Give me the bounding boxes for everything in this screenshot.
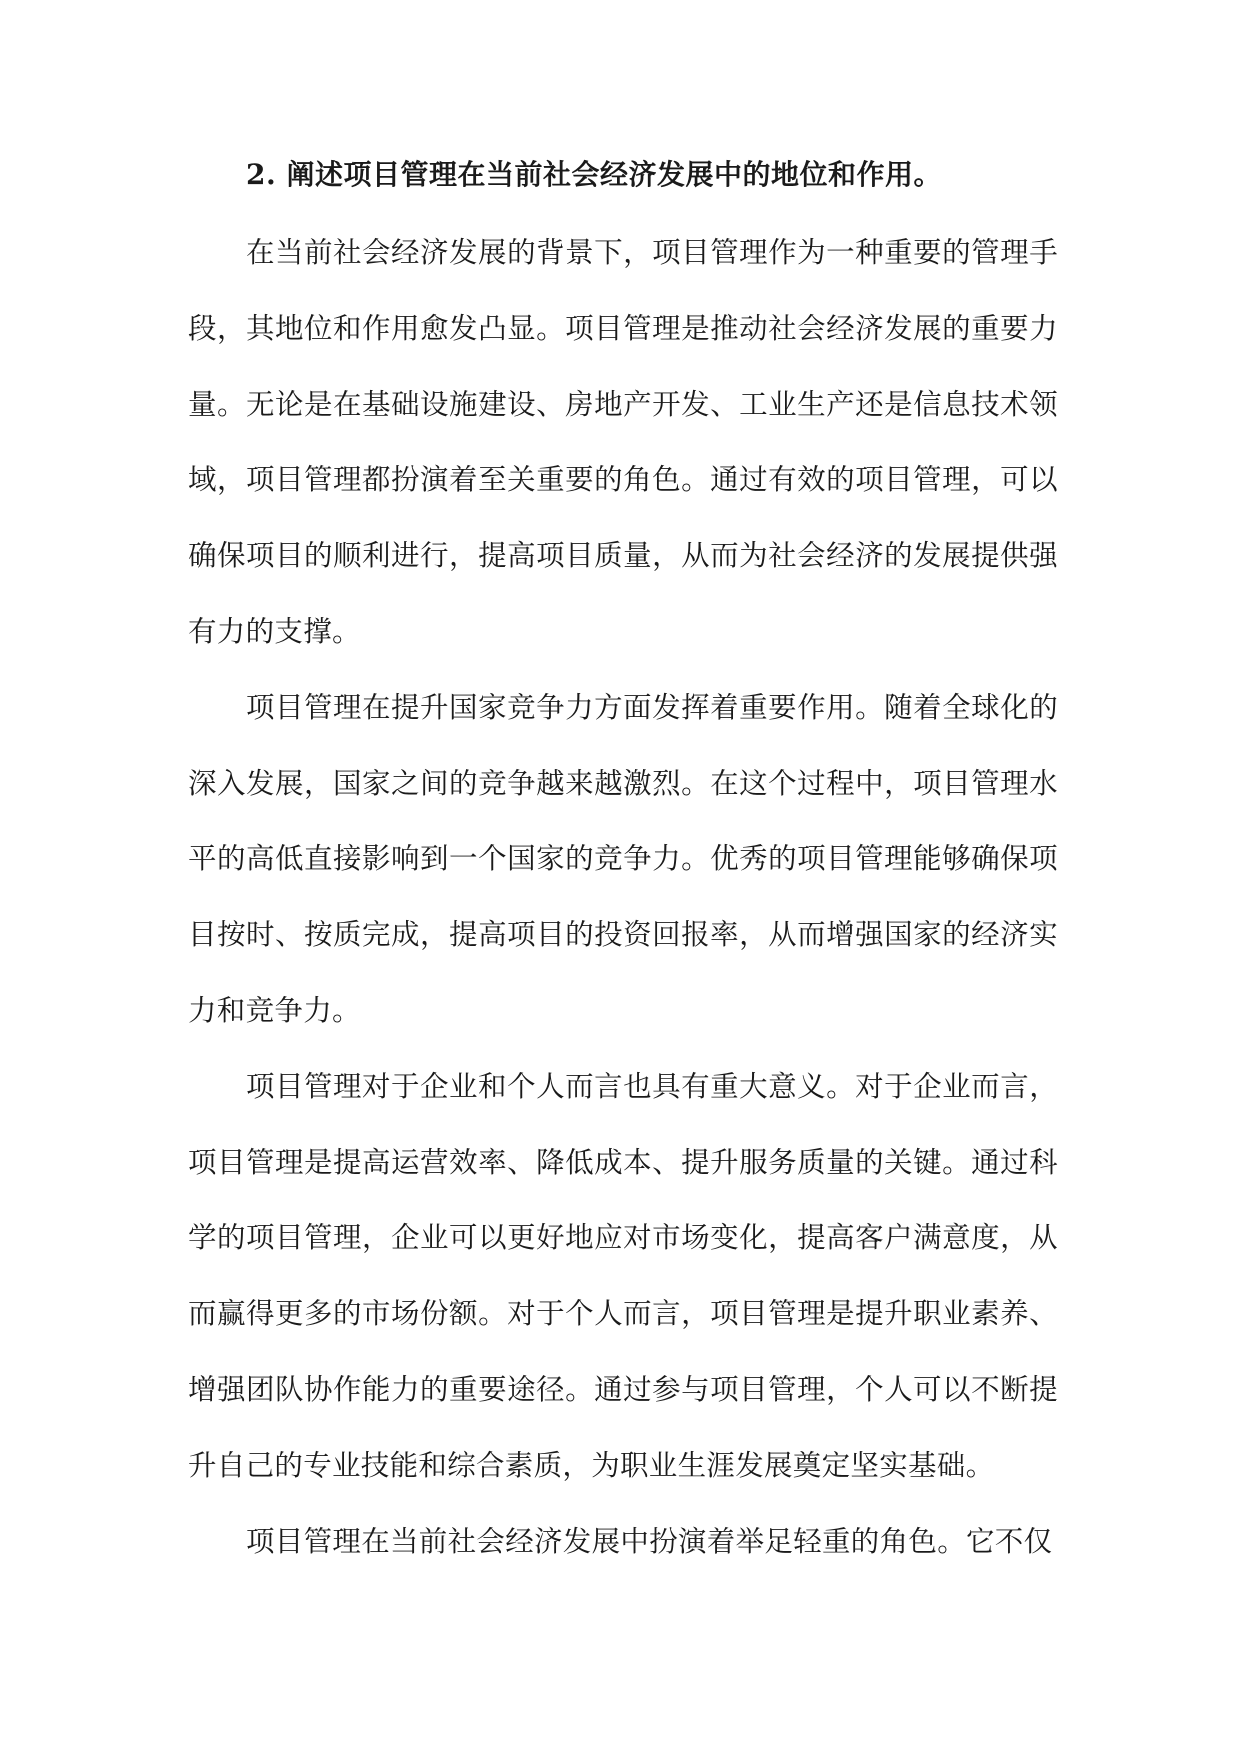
document-body — [188, 150, 1058, 1579]
section-heading: 2. 阐述项目管理在当前社会经济发展中的地位和作用。 — [246, 158, 942, 191]
paragraph-3: 项目管理对于企业和个人而言也具有重大意义。对于企业而言，项目管理是提高运营效率、降低成本、提升服务质量的关键。通过科学的项目管理，企业可以更好地应对市场变化，提高客户满意度，从而赢得更多的市场份额。对于个人而言，项目管理是提升职业素养、增强团队协作能力的重要途径。通过参与项目管理，个人可以不断提升自己的专业技能和综合素质，为职业生涯发展奠定坚实基础。 — [188, 1069, 1058, 1482]
paragraph-4: 项目管理在当前社会经济发展中扮演着举足轻重的角色。它不仅 — [246, 1524, 1053, 1558]
paragraph-1: 在当前社会经济发展的背景下，项目管理作为一种重要的管理手段，其地位和作用愈发凸显。项目管理是推动社会经济发展的重要力量。无论是在基础设施建设、房地产开发、工业生产还是信息技术领域，项目管理都扮演着至关重要的角色。通过有效的项目管理，可以确保项目的顺利进行，提高项目质量，从而为社会经济的发展提供强有力的支撑。 — [188, 236, 1058, 648]
paragraph-2: 项目管理在提升国家竞争力方面发挥着重要作用。随着全球化的深入发展，国家之间的竞争越来越激烈。在这个过程中，项目管理水平的高低直接影响到一个国家的竞争力。优秀的项目管理能够确保项目按时、按质完成，提高项目的投资回报率，从而增强国家的经济实力和竞争力。 — [188, 690, 1058, 1027]
